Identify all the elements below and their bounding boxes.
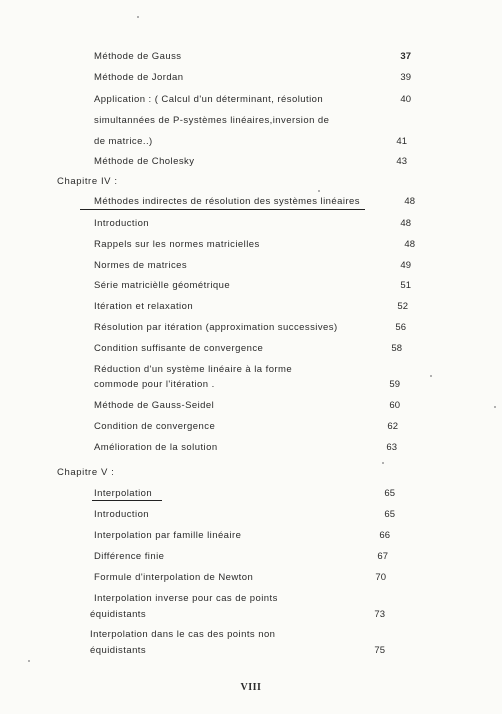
toc-page: 40	[400, 94, 411, 105]
scan-speck	[318, 190, 320, 192]
toc-page: 65	[384, 488, 395, 499]
toc-entry: Normes de matrices	[94, 260, 188, 271]
toc-entry: Itération et relaxation	[94, 301, 194, 312]
toc-page: 48	[400, 218, 411, 229]
scan-speck	[430, 375, 432, 377]
toc-entry: Différence finie	[94, 551, 165, 562]
toc-entry: équidistants	[90, 609, 147, 620]
section-underline	[92, 500, 162, 501]
toc-entry: Méthode de Gauss	[94, 51, 182, 62]
toc-page: 75	[374, 645, 385, 656]
toc-page: 58	[391, 343, 402, 354]
toc-page: 65	[384, 509, 395, 520]
page-number: VIII	[240, 682, 262, 693]
toc-entry: Interpolation inverse pour cas de points	[94, 593, 278, 604]
toc-page: 48	[404, 239, 415, 250]
toc-entry: Méthode de Jordan	[94, 72, 184, 83]
toc-entry: simultannées de P-systèmes linéaires,inversion de	[94, 115, 330, 126]
toc-page: 59	[389, 379, 400, 390]
toc-page: 67	[377, 551, 388, 562]
toc-entry: Réduction d'un système linéaire à la forme	[94, 364, 293, 375]
toc-page: 37	[400, 51, 411, 62]
toc-page: 60	[389, 400, 400, 411]
toc-entry: Résolution par itération (approximation successives)	[94, 322, 338, 333]
toc-entry: de matrice..)	[94, 136, 153, 147]
toc-entry: Méthode de Cholesky	[94, 156, 195, 167]
toc-entry: Amélioration de la solution	[94, 442, 218, 453]
scan-speck	[494, 406, 496, 408]
toc-page: 73	[374, 609, 385, 620]
toc-entry: Interpolation dans le cas des points non	[90, 629, 276, 640]
toc-page: 56	[395, 322, 406, 333]
toc-page: 51	[400, 280, 411, 291]
toc-page: 43	[396, 156, 407, 167]
chapter-heading: Chapitre V :	[57, 467, 115, 478]
toc-entry: Interpolation par famille linéaire	[94, 530, 242, 541]
toc-page: 49	[400, 260, 411, 271]
chapter-heading: Chapitre IV :	[57, 176, 118, 187]
toc-entry: Condition de convergence	[94, 421, 216, 432]
toc-page: 70	[375, 572, 386, 583]
toc-page: 62	[387, 421, 398, 432]
toc-page: 63	[386, 442, 397, 453]
toc-entry: Introduction	[94, 509, 150, 520]
section-underline	[80, 209, 365, 210]
toc-entry: Introduction	[94, 218, 150, 229]
toc-entry: Condition suffisante de convergence	[94, 343, 264, 354]
toc-entry: équidistants	[90, 645, 147, 656]
scan-speck	[382, 462, 384, 464]
toc-page: 48	[404, 196, 415, 207]
section-title: Méthodes indirectes de résolution des systèmes linéaires	[94, 196, 360, 207]
toc-entry: Formule d'interpolation de Newton	[94, 572, 254, 583]
scan-speck	[137, 16, 139, 18]
section-title: Interpolation	[94, 488, 153, 499]
toc-page: 66	[379, 530, 390, 541]
toc-page: 52	[397, 301, 408, 312]
toc-entry: commode pour l'itération .	[94, 379, 215, 390]
toc-entry: Application : ( Calcul d'un déterminant, résolution	[94, 94, 324, 105]
toc-page: 41	[396, 136, 407, 147]
toc-entry: Série matricièlle géométrique	[94, 280, 231, 291]
toc-page: 39	[400, 72, 411, 83]
scan-speck	[28, 660, 30, 662]
toc-entry: Rappels sur les normes matricielles	[94, 239, 260, 250]
toc-entry: Méthode de Gauss-Seidel	[94, 400, 215, 411]
